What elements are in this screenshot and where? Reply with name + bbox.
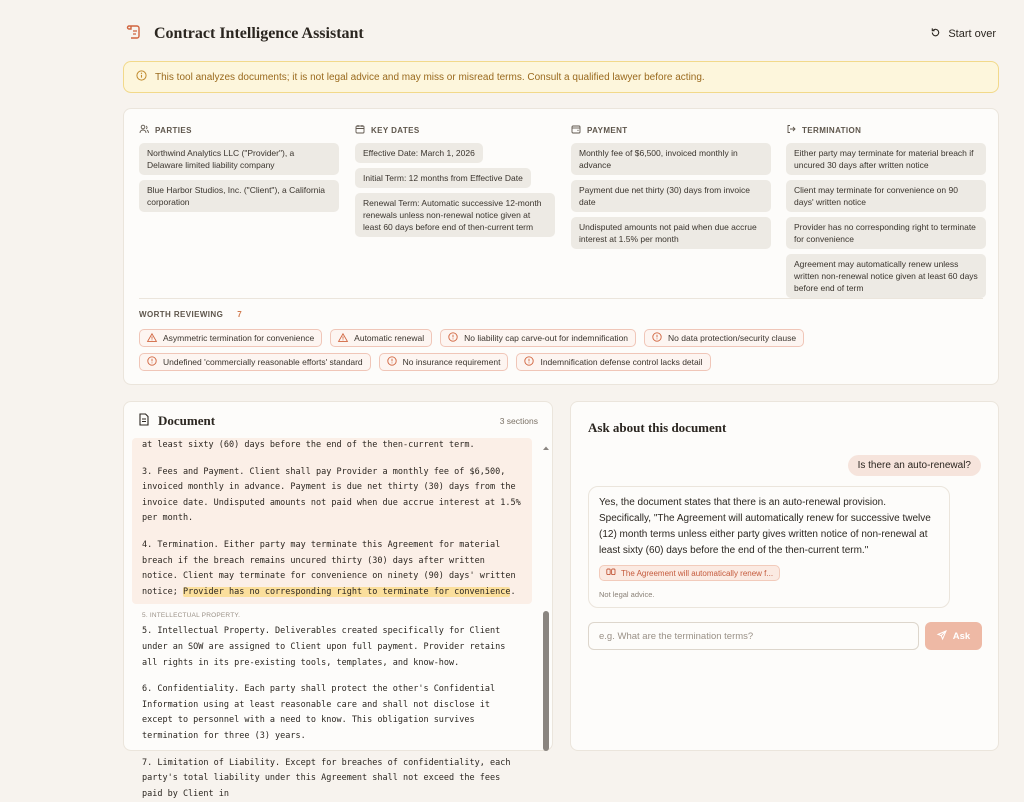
date-chip: Initial Term: 12 months from Effective Date bbox=[355, 168, 531, 188]
termination-chip: Provider has no corresponding right to terminate for convenience bbox=[786, 217, 986, 249]
review-flags bbox=[139, 329, 989, 371]
party-chip: Northwind Analytics LLC ("Provider"), a Delaware limited liability company bbox=[139, 143, 339, 175]
review-flag-label: Undefined 'commercially reasonable efforts' standard bbox=[163, 357, 363, 367]
document-text[interactable] bbox=[132, 438, 542, 758]
paragraph-confidentiality: 6. Confidentiality. Each party shall protect the other's Confidential Information using at least reasonable care and shall not disclose it except to personnel with a need to know. This obligation survives termination for three (3) years. bbox=[142, 682, 522, 744]
quote-icon bbox=[606, 568, 616, 578]
paragraph-liability: 7. Limitation of Liability. Except for breaches of confidentiality, each party's total liability under this Agreement shall not exceed the fees paid by Client in bbox=[142, 756, 522, 802]
info-icon bbox=[136, 70, 147, 84]
brand bbox=[126, 24, 364, 45]
legal-notice-banner bbox=[123, 61, 999, 93]
worth-reviewing-header bbox=[139, 310, 242, 319]
start-over-label: Start over bbox=[948, 28, 996, 40]
termination-text-end: . bbox=[510, 587, 515, 597]
highlighted-clause[interactable]: Provider has no corresponding right to terminate for convenience bbox=[183, 587, 511, 597]
date-chip: Effective Date: March 1, 2026 bbox=[355, 143, 483, 163]
document-scroll-icon bbox=[126, 24, 142, 45]
date-chip: Renewal Term: Automatic successive 12-month renewals unless non-renewal notice given at least 60 days before end of then-current term bbox=[355, 193, 555, 237]
review-flag[interactable] bbox=[644, 329, 804, 347]
review-flag-label: No insurance requirement bbox=[403, 357, 501, 367]
key-dates-column bbox=[355, 124, 555, 242]
start-over-button[interactable] bbox=[930, 27, 996, 41]
parties-label: PARTIES bbox=[155, 126, 192, 135]
highlighted-section bbox=[132, 438, 532, 604]
citation-text: The Agreement will automatically renew f... bbox=[621, 569, 773, 578]
review-flag-label: No data protection/security clause bbox=[668, 333, 796, 343]
party-chip: Blue Harbor Studios, Inc. ("Client"), a California corporation bbox=[139, 180, 339, 212]
termination-column bbox=[786, 124, 986, 303]
warning-triangle-icon bbox=[338, 333, 348, 344]
ask-label: Ask bbox=[953, 631, 970, 642]
termination-chip: Client may terminate for convenience on 90 days' written notice bbox=[786, 180, 986, 212]
contract-summary-card bbox=[123, 108, 999, 385]
payment-label: PAYMENT bbox=[587, 126, 628, 135]
paragraph-termination bbox=[142, 538, 522, 604]
paragraph-fees: 3. Fees and Payment. Client shall pay Provider a monthly fee of $6,500, invoiced monthly in advance. Payment is due net thirty (30) days from the invoice date. Undisputed amounts not paid when due accrue interest at 1.5% per month. bbox=[142, 465, 522, 527]
calendar-icon bbox=[355, 124, 365, 136]
review-flag[interactable] bbox=[139, 329, 322, 347]
parties-column bbox=[139, 124, 339, 217]
document-title: Document bbox=[158, 413, 215, 429]
review-flag[interactable] bbox=[440, 329, 636, 347]
chat-panel bbox=[570, 401, 999, 751]
paragraph: at least sixty (60) days before the end of the then-current term. bbox=[142, 438, 522, 454]
payment-chip: Monthly fee of $6,500, invoiced monthly in advance bbox=[571, 143, 771, 175]
app-title: Contract Intelligence Assistant bbox=[154, 25, 364, 43]
review-flag[interactable] bbox=[379, 353, 509, 371]
log-out-icon bbox=[786, 124, 796, 136]
section-label: 5. INTELLECTUAL PROPERTY. bbox=[132, 604, 542, 624]
alert-octagon-icon bbox=[652, 332, 662, 344]
app-header bbox=[126, 22, 996, 46]
payment-chip: Payment due net thirty (30) days from invoice date bbox=[571, 180, 771, 212]
alert-octagon-icon bbox=[448, 332, 458, 344]
question-input[interactable] bbox=[588, 622, 919, 650]
review-flag[interactable] bbox=[516, 353, 710, 371]
alert-octagon-icon bbox=[524, 356, 534, 368]
scroll-up-icon[interactable] bbox=[542, 439, 550, 447]
assistant-message-text: Yes, the document states that there is an auto-renewal provision. Specifically, "The Agreement will automatically renew for successive twelve (12) month terms unless either party gives written notice of non-renewal at least sixty (60) days before the end of the then-current term." bbox=[599, 495, 939, 559]
rotate-ccw-icon bbox=[930, 27, 941, 41]
summary-divider bbox=[139, 298, 983, 299]
user-message: Is there an auto-renewal? bbox=[848, 455, 981, 476]
alert-octagon-icon bbox=[387, 356, 397, 368]
citation-chip[interactable] bbox=[599, 565, 780, 581]
termination-text: 4. Termination. Either party may terminate this Agreement for material breach if the breach remains uncured thirty (30) days after written notice. Client may terminate for convenience on ninety (90) days' written notice; bbox=[142, 540, 521, 597]
review-flag-label: No liability cap carve-out for indemnification bbox=[464, 333, 628, 343]
document-panel bbox=[123, 401, 553, 751]
review-flag-label: Automatic renewal bbox=[354, 333, 424, 343]
review-flag[interactable] bbox=[330, 329, 432, 347]
worth-reviewing-count: 7 bbox=[237, 310, 242, 319]
termination-chip: Agreement may automatically renew unless written non-renewal notice given at least 60 days before end of term bbox=[786, 254, 986, 298]
payment-chip: Undisputed amounts not paid when due accrue interest at 1.5% per month bbox=[571, 217, 771, 249]
termination-label: TERMINATION bbox=[802, 126, 861, 135]
key-dates-label: KEY DATES bbox=[371, 126, 420, 135]
worth-reviewing-label: WORTH REVIEWING bbox=[139, 310, 223, 319]
paragraph-ip: 5. Intellectual Property. Deliverables created specifically for Client under an SOW are assigned to Client upon full payment. Provider retains all rights in its pre-existing tools, templates, and know-how. bbox=[142, 624, 522, 671]
disclaimer: Not legal advice. bbox=[599, 590, 939, 599]
review-flag-label: Asymmetric termination for convenience bbox=[163, 333, 314, 343]
file-text-icon bbox=[138, 413, 150, 429]
ask-button[interactable] bbox=[925, 622, 982, 650]
document-header bbox=[138, 413, 538, 429]
alert-octagon-icon bbox=[147, 356, 157, 368]
review-flag-label: Indemnification defense control lacks detail bbox=[540, 357, 702, 367]
send-icon bbox=[937, 630, 947, 643]
review-flag[interactable] bbox=[139, 353, 371, 371]
sections-count: 3 sections bbox=[500, 416, 538, 426]
assistant-message bbox=[588, 486, 950, 608]
scrollbar-thumb[interactable] bbox=[543, 611, 549, 751]
warning-triangle-icon bbox=[147, 333, 157, 344]
users-icon bbox=[139, 124, 149, 136]
chat-title: Ask about this document bbox=[588, 420, 726, 436]
document-scrollbar[interactable] bbox=[542, 439, 550, 740]
payment-column bbox=[571, 124, 771, 254]
notice-text: This tool analyzes documents; it is not legal advice and may miss or misread terms. Consult a qualified lawyer before acting. bbox=[155, 72, 705, 83]
termination-chip: Either party may terminate for material breach if uncured 30 days after written notice bbox=[786, 143, 986, 175]
wallet-icon bbox=[571, 124, 581, 136]
